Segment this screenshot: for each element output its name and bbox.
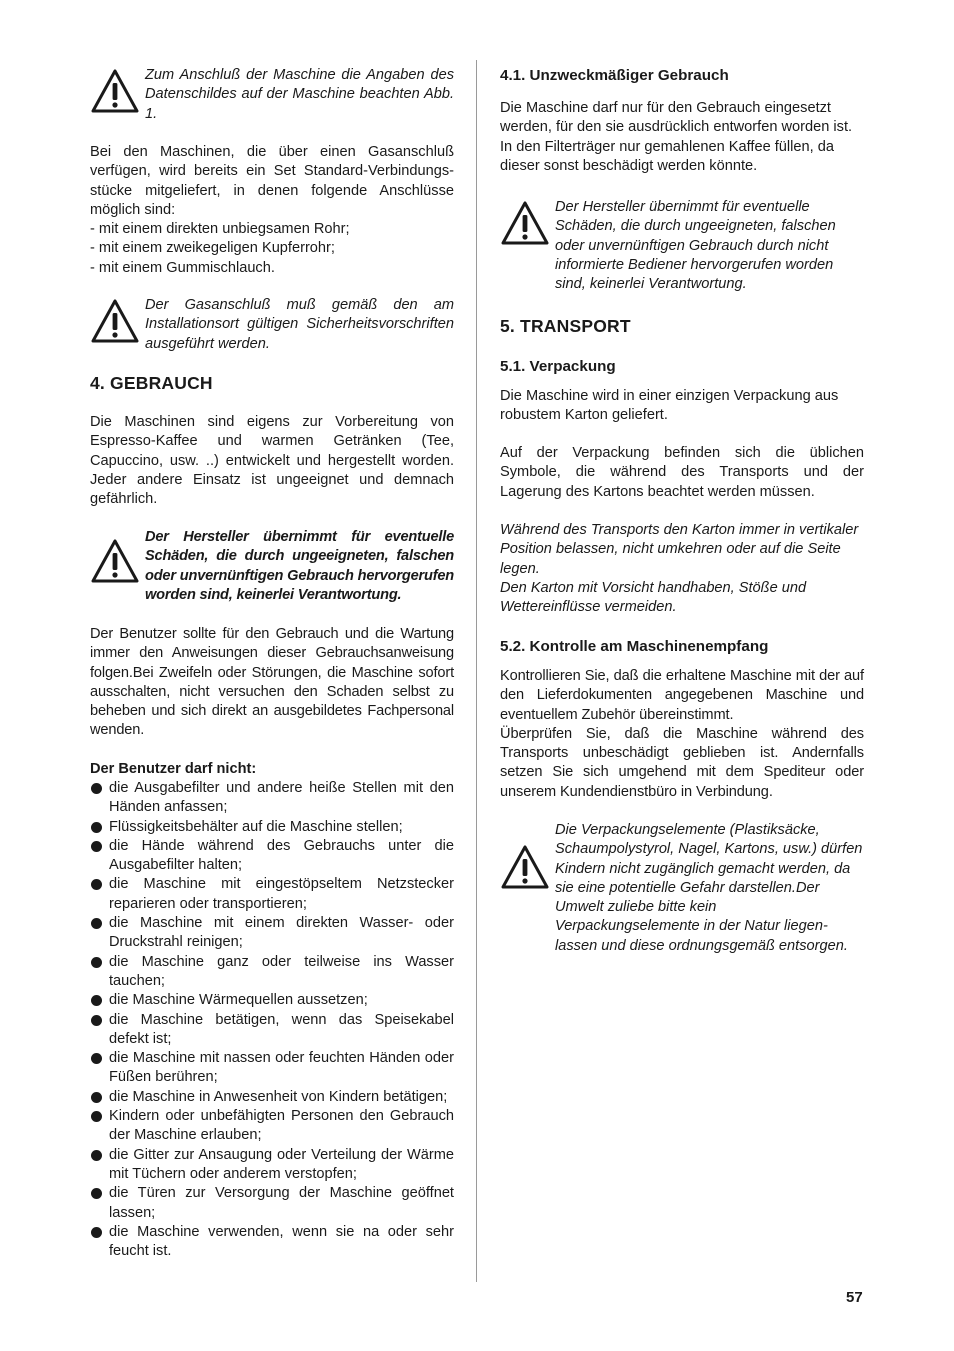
bullet-icon	[91, 841, 102, 852]
gas-option: - mit einem zweikegeligen Kupferrohr;	[90, 240, 335, 257]
page-number: 57	[846, 1289, 863, 1306]
list-item	[90, 914, 454, 953]
warning-icon	[500, 844, 550, 890]
bullet-icon	[91, 879, 102, 890]
list-item-text: die Maschine in Anwesenheit von Kindern betätigen;	[109, 1088, 448, 1105]
list-item-text: die Hände während des Gebrauchs unter die Ausgabefilter halten;	[109, 837, 454, 874]
list-item	[90, 1146, 454, 1185]
prohibited-title: Der Benutzer darf nicht:	[90, 761, 257, 777]
list-item	[90, 953, 454, 992]
list-item	[90, 779, 454, 818]
bullet-icon	[91, 1053, 102, 1064]
section-heading-transport: 5. TRANSPORT	[500, 316, 631, 336]
paragraph-5-2	[500, 667, 864, 802]
gas-paragraph	[90, 143, 454, 278]
gebrauch-paragraph: Die Maschinen sind eigens zur Vorbereitung von Espresso-Kaffee und warmen Getränken (Tee, Capuccino, usw. ..) entwickelt und hergestellt worden. Jeder andere Einsatz ist ungeeignet und demnach gefährlich.	[90, 414, 454, 508]
paragraph-5-2-b: Überprüfen Sie, daß die Maschine während des Transports unbeschädigt geblieben ist. Andernfalls setzen Sie sich umgehend mit dem Spediteur oder unserem Kundendienstbüro in Verbindung.	[500, 725, 864, 800]
bullet-icon	[91, 957, 102, 968]
list-item	[90, 818, 454, 837]
bullet-icon	[91, 1092, 102, 1103]
paragraph-4-1: Die Maschine darf nur für den Gebrauch eingesetzt werden, für den sie ausdrücklich entworfen worden ist. In den Filterträger nur gemahlenen Kaffee füllen, da dieser sonst beschädigt werden könnte.	[500, 100, 853, 174]
transport-instruction: Während des Transports den Karton immer in vertikaler Position belassen, nicht umkehren oder auf die Seite legen.	[500, 522, 859, 577]
paragraph-5-2-a: Kontrollieren Sie, daß die erhaltene Maschine mit der auf den Lieferdokumenten angegebenen Maschine und eventuellem Zubehör übereinstimmt.	[500, 668, 864, 723]
handling-instruction: Den Karton mit Vorsicht handhaben, Stöße und Wettereinflüsse vermeiden.	[500, 579, 807, 616]
section-heading-4-1: 4.1. Unzweckmäßiger Gebrauch	[500, 67, 729, 84]
paragraph-5-1-b: Auf der Verpackung befinden sich die üblichen Symbole, die während des Transports und der Lagerung des Kartons beachtet werden müssen.	[500, 445, 864, 500]
list-item	[90, 1184, 454, 1223]
section-heading-gebrauch: 4. GEBRAUCH	[90, 373, 213, 393]
list-item-text: die Maschine Wärmequellen aussetzen;	[109, 992, 368, 1009]
list-item	[90, 1088, 454, 1107]
prohibited-list	[90, 779, 454, 1261]
bullet-icon	[91, 822, 102, 833]
list-item-text: die Maschine betätigen, wenn das Speisekabel defekt ist;	[109, 1011, 454, 1047]
bullet-icon	[91, 1227, 102, 1238]
list-item-text: die Ausgabefilter und andere heiße Stellen mit den Händen anfassen;	[109, 780, 454, 816]
gas-intro: Bei den Maschinen, die über einen Gasanschluß verfügen, wird bereits ein Set Standard-Verbindungs-stücke mitgeliefert, in denen folgende Anschlüsse möglich sind:	[90, 144, 454, 218]
bullet-icon	[91, 918, 102, 929]
bullet-icon	[91, 1188, 102, 1199]
gas-option: - mit einem direkten unbiegsamen Rohr;	[90, 221, 350, 238]
bullet-icon	[91, 995, 102, 1006]
warning-icon	[90, 538, 140, 584]
list-item	[90, 991, 454, 1010]
list-item-text: Flüssigkeitsbehälter auf die Maschine stellen;	[109, 818, 403, 835]
section-heading-5-1: 5.1. Verpackung	[500, 358, 616, 375]
list-item	[90, 837, 454, 876]
list-item	[90, 875, 454, 914]
section-heading-5-2: 5.2. Kontrolle am Maschinenempfang	[500, 638, 769, 655]
bullet-icon	[91, 1015, 102, 1026]
list-item-text: die Gitter zur Ansaugung oder Verteilung der Wärme mit Tüchern oder anderem verstopfen;	[109, 1146, 454, 1182]
list-item	[90, 1107, 454, 1146]
warning-text: Zum Anschluß der Maschine die Angaben des Datenschildes auf der Maschine beachten Abb. 1.	[145, 67, 454, 122]
paragraph-5-1-a: Die Maschine wird in einer einzigen Verpackung aus robustem Karton geliefert.	[500, 388, 839, 424]
list-item	[90, 1223, 454, 1262]
benutzer-paragraph: Der Benutzer sollte für den Gebrauch und die Wartung immer den Anweisungen dieser Gebrauchsanweisung folgen.Bei Zweifeln oder Störungen, die Maschine sofort ausschalten, nicht versuchen den Schaden selbst zu beheben und sich direkt an ausgebildetes Fachpersonal wenden.	[90, 626, 454, 739]
list-item-text: die Maschine mit eingestöpseltem Netzstecker reparieren oder transportieren;	[109, 876, 454, 912]
list-item-text: die Türen zur Versorgung der Maschine geöffnet lassen;	[109, 1185, 454, 1221]
warning-icon	[500, 200, 550, 246]
warning-icon	[90, 68, 140, 114]
warning-text: Die Verpackungselemente (Plastiksäcke, Schaumpolystyrol, Nagel, Kartons, usw.) dürfen Kindern nicht zugänglich gemacht werden, da sie eine potentielle Gefahr darstellen.Der Umwelt zuliebe bitte kein Verpackungselemente in der Natur liegen-lassen und diese ordnungsgemäß entsorgen.	[555, 822, 863, 954]
paragraph-5-1-c	[500, 521, 864, 617]
list-item-text: die Maschine verwenden, wenn sie na oder sehr feucht ist.	[109, 1223, 454, 1260]
gas-option: - mit einem Gummischlauch.	[90, 259, 275, 276]
bullet-icon	[91, 1150, 102, 1161]
list-item-text: die Maschine mit nassen oder feuchten Händen oder Füßen berühren;	[109, 1050, 454, 1086]
warning-icon	[90, 298, 140, 344]
warning-text: Der Hersteller übernimmt für eventuelle Schäden, die durch ungeeigneten, falschen oder unvernünftigen Gebrauch hervorgerufen worden sind, keinerlei Verantwortung.	[145, 529, 454, 603]
bullet-icon	[91, 1111, 102, 1122]
bullet-icon	[91, 783, 102, 794]
list-item-text: die Maschine mit einem direkten Wasser- oder Druckstrahl reinigen;	[109, 915, 454, 951]
column-divider	[476, 60, 477, 1282]
list-item	[90, 1011, 454, 1050]
warning-text: Der Gasanschluß muß gemäß den am Installationsort gültigen Sicherheitsvorschriften ausgeführt werden.	[145, 297, 454, 352]
list-item-text: die Maschine ganz oder teilweise ins Wasser tauchen;	[109, 953, 454, 989]
warning-text: Der Hersteller übernimmt für eventuelle Schäden, die durch ungeeigneten, falschen oder unvernünftigen Gebrauch durch nicht informierte Bediener hervorgerufen worden sind, keinerlei Verantwortung.	[555, 199, 836, 293]
list-item	[90, 1049, 454, 1088]
list-item-text: Kindern oder unbefähigten Personen den Gebrauch der Maschine erlauben;	[109, 1108, 454, 1144]
